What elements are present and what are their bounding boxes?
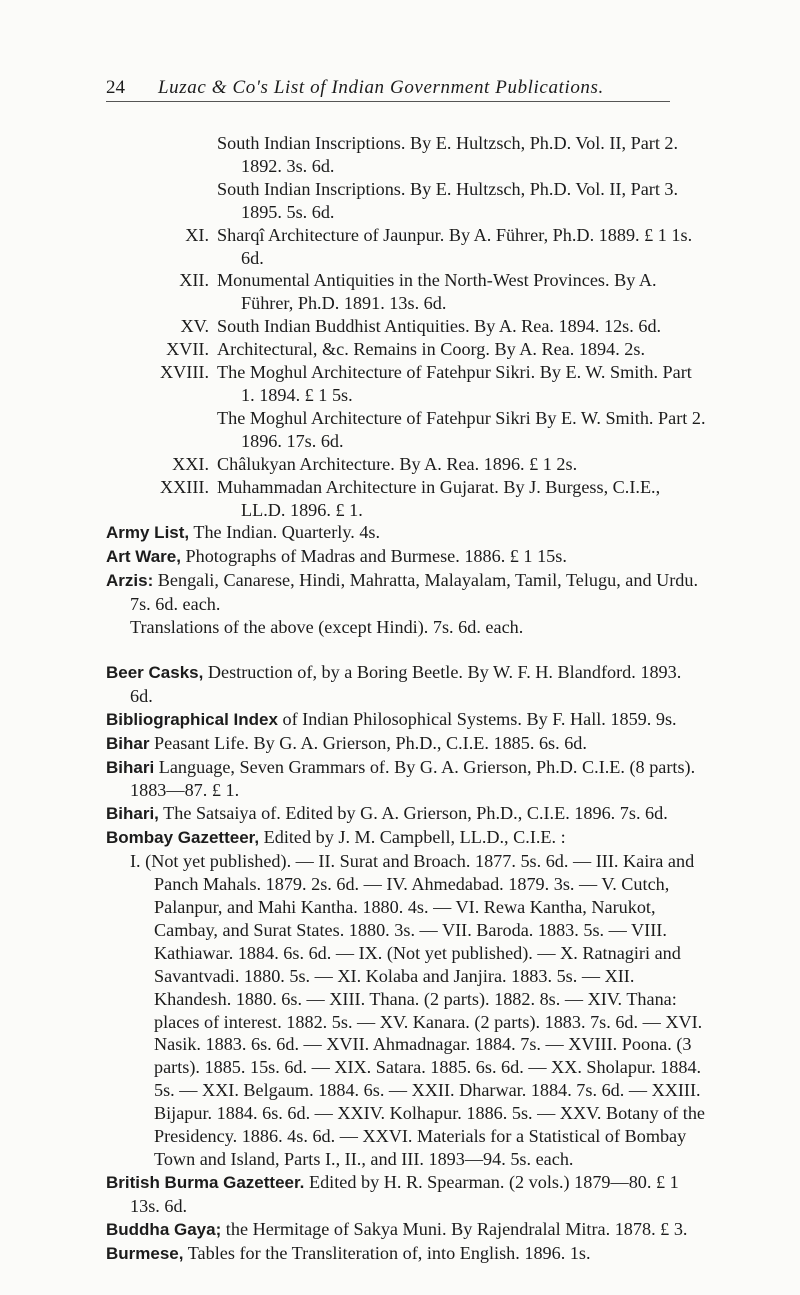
entry-text: The Satsaiya of. Edited by G. A. Grierson, Ph.D., C.I.E. 1896. 7s. 6d. bbox=[158, 803, 668, 824]
series-text: The Moghul Architecture of Fatehpur Sikri By E. W. Smith. Part 2. 1896. 17s. 6d. bbox=[217, 407, 706, 451]
catalogue-entry bbox=[106, 826, 706, 850]
series-number: XVIII. bbox=[160, 362, 209, 383]
catalogue-entry bbox=[106, 732, 706, 756]
series-number: XXI. bbox=[172, 453, 209, 474]
entry-text: Photographs of Madras and Burmese. 1886. £ 1 15s. bbox=[180, 546, 567, 567]
entry-text: Language, Seven Grammars of. By G. A. Grierson, Ph.D. C.I.E. (8 parts). 1883—87. £ 1. bbox=[130, 756, 700, 801]
entry-text: Edited by H. R. Spearman. (2 vols.) 1879—80. £ 1 13s. 6d. bbox=[130, 1171, 684, 1216]
series-text: South Indian Buddhist Antiquities. By A. Rea. 1894. 12s. 6d. bbox=[217, 316, 662, 337]
series-entry bbox=[106, 476, 706, 522]
section-gap bbox=[106, 639, 706, 661]
entry-text: Edited by J. M. Campbell, LL.D., C.I.E. : bbox=[259, 827, 566, 848]
entry-heading: British Burma Gazetteer. bbox=[106, 1172, 305, 1192]
entry-text: Destruction of, by a Boring Beetle. By W. F. H. Blandford. 1893. 6d. bbox=[130, 661, 686, 706]
series-text: South Indian Inscriptions. By E. Hultzsch, Ph.D. Vol. II, Part 2. 1892. 3s. 6d. bbox=[217, 133, 679, 176]
series-text: Muhammadan Architecture in Gujarat. By J. Burgess, C.I.E., LL.D. 1896. £ 1. bbox=[217, 476, 661, 520]
entry-heading: Art Ware, bbox=[106, 547, 181, 567]
entry-heading: Burmese, bbox=[106, 1243, 184, 1263]
series-entry bbox=[106, 269, 706, 315]
catalogue-entry bbox=[106, 569, 706, 616]
series-entry bbox=[106, 338, 706, 361]
survey-series-list bbox=[106, 132, 706, 521]
series-entry bbox=[106, 315, 706, 338]
entry-heading: Bihari bbox=[106, 757, 155, 777]
catalogue-entry bbox=[106, 545, 706, 569]
series-entry bbox=[106, 224, 706, 270]
entry-text: of Indian Philosophical Systems. By F. Hall. 1859. 9s. bbox=[277, 708, 677, 729]
series-number: XV. bbox=[180, 316, 209, 337]
entries-group-a bbox=[106, 521, 706, 639]
catalogue-entry bbox=[106, 1218, 706, 1242]
entry-text: Translations of the above (except Hindi). 7s. 6d. each. bbox=[130, 617, 524, 638]
catalogue-entry bbox=[106, 850, 710, 1171]
series-entry bbox=[106, 132, 706, 178]
entry-text: I. (Not yet published). — II. Surat and Broach. 1877. 5s. 6d. — III. Kaira and Panch Mahals. 1879. 2s. 6d. — IV. Ahmedabad. 1879. 3s. — V. Cutch, Palanpur, and Mahi Kantha. 1880. 4s. — VI. Rewa Kantha, Narukot, Cambay, and Surat States. 1880. 3s. — VII. Baroda. 1883. 5s. — VIII. Kathiawar. 1884. 6s. 6d. — IX. (Not yet published). — X. Ratnagiri and Savantvadi. 1880. 5s. — XI. Kolaba and Janjira. 1883. 5s. — XII. Khandesh. 1880. 6s. — XIII. Thana. (2 parts). 1882. 8s. — XIV. Thana: places of interest. 1882. 5s. — XV. Kanara. (2 parts). 1883. 7s. 6d. — XVI. Nasik. 1883. 6s. 6d. — XVII. Ahmadnagar. 1884. 7s. — XVIII. Poona. (3 parts). 1885. 15s. 6d. — XIX. Satara. 1885. 6s. 6d. — XX. Sholapur. 1884. 5s. — XXI. Belgaum. 1884. 6s. — XXII. Dharwar. 1884. 7s. 6d. — XXIII. Bijapur. 1884. 6s. 6d. — XXIV. Kolhapur. 1886. 5s. — XXV. Botany of the Presidency. 1886. 4s. 6d. — XXVI. Materials for a Statistical of Bombay Town and Island, Parts I., II., and III. 1893—94. 5s. each. bbox=[130, 851, 710, 1169]
series-text: Sharqî Architecture of Jaunpur. By A. Führer, Ph.D. 1889. £ 1 1s. 6d. bbox=[217, 224, 693, 268]
catalogue-entry bbox=[106, 521, 706, 545]
series-number: XXIII. bbox=[160, 476, 209, 497]
entry-heading: Buddha Gaya; bbox=[106, 1219, 222, 1239]
catalogue-text bbox=[106, 132, 710, 1266]
series-entry bbox=[106, 407, 706, 453]
entry-heading: Beer Casks, bbox=[106, 662, 204, 682]
series-text: The Moghul Architecture of Fatehpur Sikri. By E. W. Smith. Part 1. 1894. £ 1 5s. bbox=[217, 362, 692, 405]
catalogue-entry bbox=[106, 661, 706, 708]
entry-heading: Bibliographical Index bbox=[106, 709, 278, 729]
page-number: 24 bbox=[106, 77, 125, 98]
entry-heading: Bihari, bbox=[106, 804, 159, 824]
catalogue-entry bbox=[106, 756, 706, 803]
series-text: Châlukyan Architecture. By A. Rea. 1896. £ 1 2s. bbox=[217, 453, 578, 474]
catalogue-entry bbox=[106, 802, 706, 826]
entries-group-b bbox=[106, 661, 710, 1266]
entry-heading: Arzis: bbox=[106, 571, 154, 591]
entry-text: Peasant Life. By G. A. Grierson, Ph.D., C.I.E. 1885. 6s. 6d. bbox=[149, 732, 587, 753]
series-entry bbox=[106, 361, 706, 407]
entry-heading: Bihar bbox=[106, 733, 150, 753]
series-number: XVII. bbox=[166, 339, 209, 360]
catalogue-entry bbox=[106, 616, 706, 639]
series-number: XII. bbox=[179, 270, 209, 291]
series-text: Architectural, &c. Remains in Coorg. By A. Rea. 1894. 2s. bbox=[217, 339, 646, 360]
series-entry bbox=[106, 453, 706, 476]
entry-text: the Hermitage of Sakya Muni. By Rajendralal Mitra. 1878. £ 3. bbox=[221, 1218, 688, 1239]
running-title: Luzac & Co's List of Indian Government Publications. bbox=[158, 77, 604, 98]
series-entry bbox=[106, 178, 706, 224]
catalogue-entry bbox=[106, 1242, 706, 1266]
entry-text: The Indian. Quarterly. 4s. bbox=[189, 522, 381, 543]
series-number: XI. bbox=[185, 224, 209, 245]
entry-heading: Army List, bbox=[106, 523, 190, 543]
series-text: South Indian Inscriptions. By E. Hultzsch, Ph.D. Vol. II, Part 3. 1895. 5s. 6d. bbox=[217, 178, 679, 222]
series-text: Monumental Antiquities in the North-West Provinces. By A. Führer, Ph.D. 1891. 13s. 6d. bbox=[217, 270, 657, 314]
catalogue-entry bbox=[106, 1171, 706, 1218]
catalogue-entry bbox=[106, 708, 706, 732]
entry-heading: Bombay Gazetteer, bbox=[106, 828, 260, 848]
entry-text: Bengali, Canarese, Hindi, Mahratta, Malayalam, Tamil, Telugu, and Urdu. 7s. 6d. each. bbox=[130, 570, 703, 615]
header-rule bbox=[106, 101, 670, 102]
entry-text: Tables for the Transliteration of, into English. 1896. 1s. bbox=[183, 1242, 591, 1263]
